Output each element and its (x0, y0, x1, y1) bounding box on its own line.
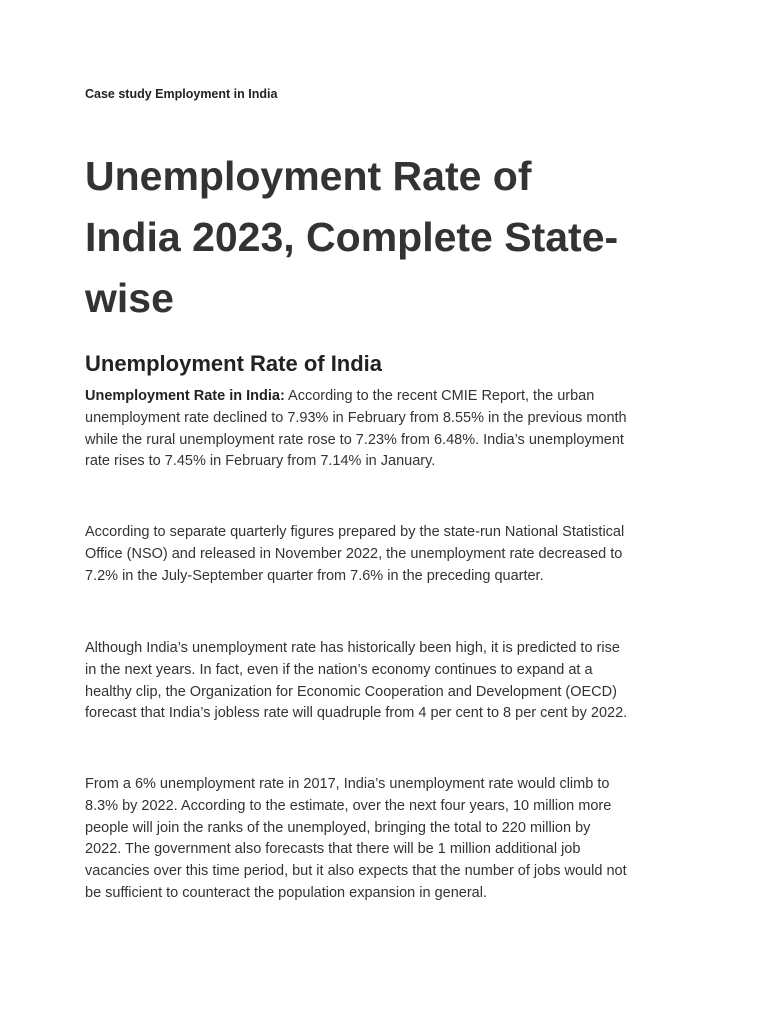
page-title: Unemployment Rate of India 2023, Complete State-wise (85, 153, 619, 321)
paragraph-oecd-forecast: Although India’s unemployment rate has historically been high, it is predicted to rise in the next years. In fact, even if the nation’s economy continues to expand at a healthy clip, the Organization for Economic Cooperation and Development (OECD) forecast that India’s jobless rate will quadruple from 4 per cent to 8 per cent by 2022. (85, 640, 628, 722)
paragraph-text: According to the recent CMIE Report, the urban unemployment rate declined to 7.93% in February from 8.55% in the previous month while the rural unemployment rate rose to 7.23% from 6.48%. India’s unemployment rate rises to 7.45% in February from 7.14% in January. (85, 388, 627, 470)
section-heading: Unemployment Rate of India (85, 351, 383, 376)
case-study-label: Case study Employment in India (85, 87, 278, 101)
paragraph-cmie-report (85, 386, 630, 473)
paragraph-nso-figures: According to separate quarterly figures prepared by the state-run National Statistical Office (NSO) and released in November 2022, the unemployment rate decreased to 7.2% in the July-September quarter from 7.6% in the preceding quarter. (85, 524, 625, 584)
paragraph-lead: Unemployment Rate in India: (85, 388, 285, 404)
paragraph-estimate-2022: From a 6% unemployment rate in 2017, India’s unemployment rate would climb to 8.3% by 2022. According to the estimate, over the next four years, 10 million more people will join the ranks of the unemployed, bringing the total to 220 million by 2022. The government also forecasts that there will be 1 million additional job vacancies over this time period, but it also expects that the number of jobs would not be sufficient to counteract the population expansion in general. (85, 776, 627, 901)
